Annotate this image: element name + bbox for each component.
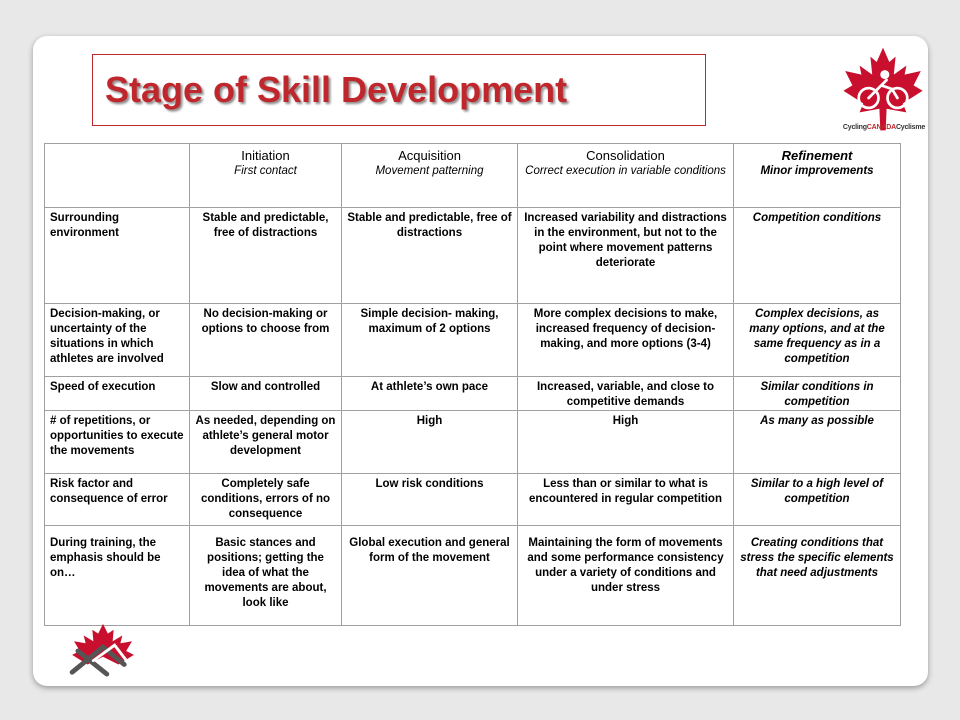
table-cell: Complex decisions, as many options, and at the same frequency as in a competition bbox=[734, 304, 901, 377]
table-cell: No decision-making or options to choose from bbox=[190, 304, 342, 377]
header-refinement: Refinement Minor improvements bbox=[734, 144, 901, 208]
table-cell: Stable and predictable, free of distractions bbox=[342, 208, 518, 304]
slide-title: Stage of Skill Development bbox=[105, 69, 568, 110]
table-cell: As needed, depending on athlete’s general motor development bbox=[190, 411, 342, 474]
table-cell: As many as possible bbox=[734, 411, 901, 474]
title-box bbox=[92, 54, 706, 126]
table-cell: Increased, variable, and close to competitive demands bbox=[518, 377, 734, 411]
coaching-logo-icon bbox=[64, 622, 142, 678]
header-empty-cell bbox=[45, 144, 190, 208]
table-cell: Low risk conditions bbox=[342, 474, 518, 526]
table-cell: Completely safe conditions, errors of no consequence bbox=[190, 474, 342, 526]
table-cell: Maintaining the form of movements and some performance consistency under a variety of conditions and under stress bbox=[518, 526, 734, 626]
table-header-row bbox=[45, 144, 901, 208]
row-label: # of repetitions, or opportunities to execute the movements bbox=[45, 411, 190, 474]
table-cell: Global execution and general form of the movement bbox=[342, 526, 518, 626]
table-row bbox=[45, 411, 901, 474]
table-cell: At athlete’s own pace bbox=[342, 377, 518, 411]
table-cell: Simple decision- making, maximum of 2 options bbox=[342, 304, 518, 377]
header-consolidation: Consolidation Correct execution in variable conditions bbox=[518, 144, 734, 208]
table-row bbox=[45, 526, 901, 626]
row-label: During training, the emphasis should be on… bbox=[45, 526, 190, 626]
table-cell: High bbox=[518, 411, 734, 474]
cycling-canada-maple-leaf-logo bbox=[838, 44, 928, 134]
row-label: Risk factor and consequence of error bbox=[45, 474, 190, 526]
skill-development-table bbox=[44, 143, 901, 626]
table-cell: Stable and predictable, free of distractions bbox=[190, 208, 342, 304]
table-cell: Similar conditions in competition bbox=[734, 377, 901, 411]
table-row bbox=[45, 208, 901, 304]
row-label: Decision-making, or uncertainty of the situations in which athletes are involved bbox=[45, 304, 190, 377]
logo-caption: CyclingCANADACyclisme bbox=[842, 124, 926, 131]
table-cell: More complex decisions to make, increased frequency of decision-making, and more options (3-4) bbox=[518, 304, 734, 377]
table-row bbox=[45, 377, 901, 411]
header-initiation: Initiation First contact bbox=[190, 144, 342, 208]
table-row bbox=[45, 304, 901, 377]
row-label: Speed of execution bbox=[45, 377, 190, 411]
table-cell: Slow and controlled bbox=[190, 377, 342, 411]
header-acquisition: Acquisition Movement patterning bbox=[342, 144, 518, 208]
table-cell: Similar to a high level of competition bbox=[734, 474, 901, 526]
table-row bbox=[45, 474, 901, 526]
table-cell: Competition conditions bbox=[734, 208, 901, 304]
table-cell: Creating conditions that stress the specific elements that need adjustments bbox=[734, 526, 901, 626]
table-cell: Less than or similar to what is encountered in regular competition bbox=[518, 474, 734, 526]
table-cell: Increased variability and distractions in the environment, but not to the point where movement patterns deteriorate bbox=[518, 208, 734, 304]
table-cell: High bbox=[342, 411, 518, 474]
table-cell: Basic stances and positions; getting the idea of what the movements are about, look like bbox=[190, 526, 342, 626]
row-label: Surrounding environment bbox=[45, 208, 190, 304]
